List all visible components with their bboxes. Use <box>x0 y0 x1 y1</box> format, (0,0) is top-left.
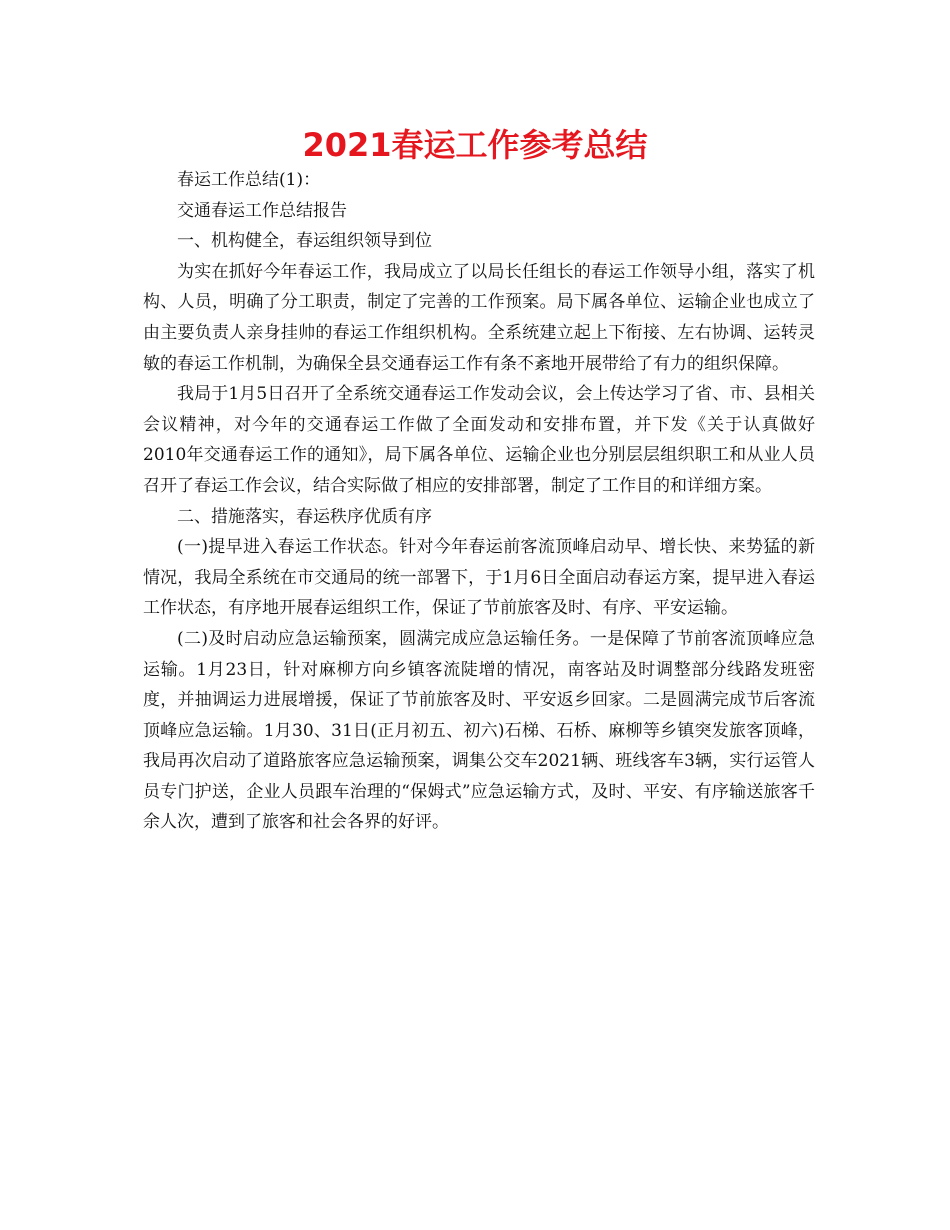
report-title: 交通春运工作总结报告 <box>177 200 347 221</box>
document-body <box>143 165 815 838</box>
body-paragraph: (二)及时启动应急运输预案，圆满完成应急运输任务。一是保障了节前客流顶峰应急运输。1月23日，针对麻柳方向乡镇客流陡增的情况，南客站及时调整部分线路发班密度，并抽调运力进展增援，保证了节前旅客及时、平安返乡回家。二是圆满完成节后客流顶峰应急运输。1月30、31日(正月初五、初六)石梯、石桥、麻柳等乡镇突发旅客顶峰，我局再次启动了道路旅客应急运输预案，调集公交车2021辆、班线客车3辆，实行运管人员专门护送，企业人员跟车治理的“保姆式”应急运输方式，及时、平安、有序输送旅客千余人次，遭到了旅客和社会各界的好评。 <box>143 628 815 833</box>
document-title: 2021春运工作参考总结 <box>302 126 648 164</box>
section-heading: 春运工作总结(1)： <box>177 170 321 190</box>
section-heading-2: 二、措施落实，春运秩序优质有序 <box>177 506 432 527</box>
body-paragraph: 为实在抓好今年春运工作，我局成立了以局长任组长的春运工作领导小组，落实了机构、人员，明确了分工职责，制定了完善的工作预案。局下属各单位、运输企业也成立了由主要负责人亲身挂帅的春运工作组织机构。全系统建立起上下衔接、左右协调、运转灵敏的春运工作机制，为确保全县交通春运工作有条不紊地开展带给了有力的组织保障。 <box>143 261 815 374</box>
body-paragraph: 我局于1月5日召开了全系统交通春运工作发动会议，会上传达学习了省、市、县相关会议精神，对今年的交通春运工作做了全面发动和安排布置，并下发《关于认真做好2010年交通春运工作的通知》，局下属各单位、运输企业也分别层层组织职工和从业人员召开了春运工作会议，结合实际做了相应的安排部署，制定了工作目的和详细方案。 <box>143 384 815 496</box>
section-heading-1: 一、机构健全，春运组织领导到位 <box>177 231 432 252</box>
body-paragraph: (一)提早进入春运工作状态。针对今年春运前客流顶峰启动早、增长快、来势猛的新情况，我局全系统在市交通局的统一部署下，于1月6日全面启动春运方案，提早进入春运工作状态，有序地开展春运组织工作，保证了节前旅客及时、有序、平安运输。 <box>143 537 815 619</box>
